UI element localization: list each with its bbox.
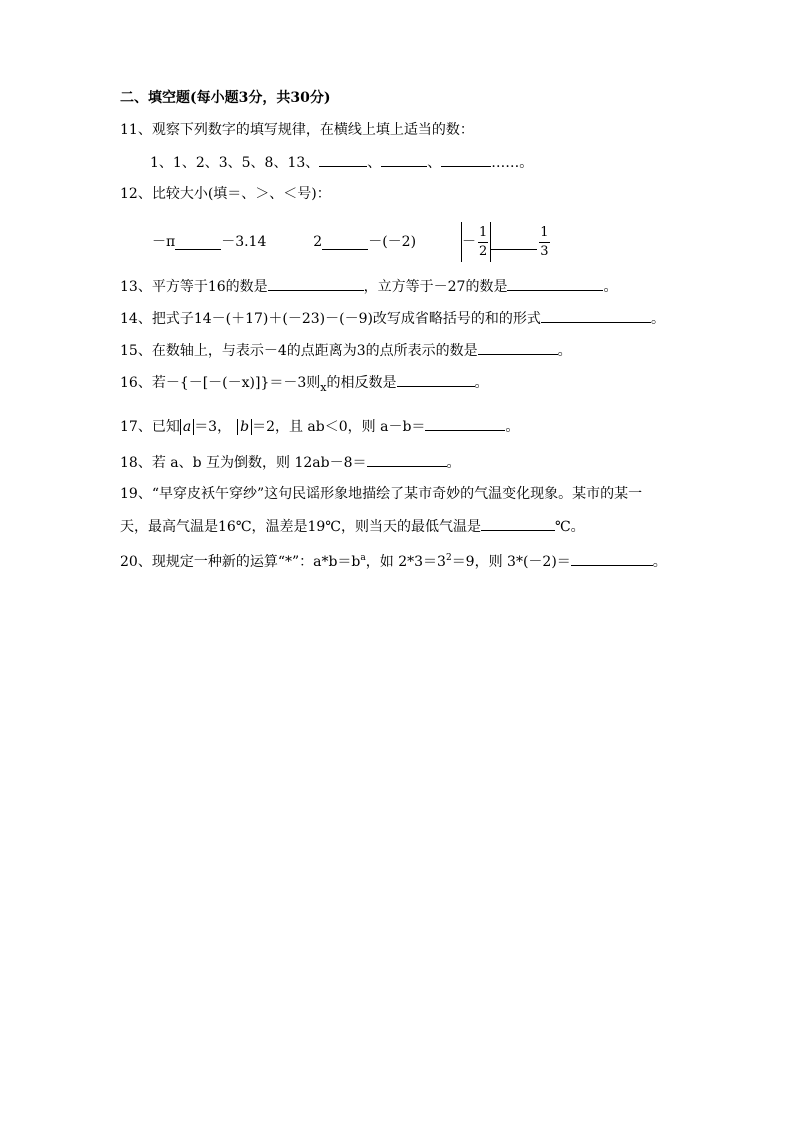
answer-blank[interactable] [268, 276, 364, 291]
answer-blank[interactable] [507, 276, 603, 291]
question-14: 14、把式子14－(＋17)＋(－23)－(－9)改写成省略括号的和的形式 。 [120, 308, 665, 329]
question-11-prompt: 11、观察下列数字的填写规律，在横线上填上适当的数： [120, 122, 474, 138]
fraction-half: $\frac{1}{2}$ [478, 224, 488, 259]
answer-blank[interactable] [397, 372, 475, 387]
question-12-comparisons: －π －3.14 2 －(－2) － $\frac{1}{2}$ $\frac{1}{3}$ [152, 220, 552, 264]
question-17: 17、已知 a ＝3， b ＝2，且 ab＜0，则 a－b＝ 。 [120, 416, 519, 437]
answer-blank[interactable] [571, 551, 653, 566]
question-12-prompt: 12、比较大小(填＝、＞、＜号)： [120, 186, 331, 202]
abs-b: b [237, 419, 252, 435]
answer-blank[interactable] [175, 235, 221, 250]
answer-blank[interactable] [478, 340, 558, 355]
abs-a: a [180, 419, 194, 435]
question-19-line2: 天，最高气温是16℃，温差是19℃，则当天的最低气温是 ℃。 [120, 516, 585, 537]
question-18: 18、若 a、b 互为倒数，则 12ab－8＝ 。 [120, 452, 461, 473]
fraction-third: $\frac{1}{3}$ [540, 224, 549, 259]
answer-blank[interactable] [367, 452, 447, 467]
answer-blank[interactable] [381, 152, 427, 167]
question-15: 15、在数轴上，与表示－4的点距离为3的点所表示的数是 。 [120, 340, 572, 361]
section-title: 二、填空题(每小题3分，共30分) [120, 90, 331, 106]
question-13: 13、平方等于16的数是 ，立方等于－27的数是 。 [120, 276, 617, 297]
question-19-line1: 19、“早穿皮袄午穿纱”这句民谣形象地描绘了某市奇妙的气温变化现象。某市的某一 [120, 486, 643, 502]
answer-blank[interactable] [425, 416, 505, 431]
answer-blank[interactable] [319, 152, 367, 167]
answer-blank[interactable] [541, 308, 651, 323]
answer-blank[interactable] [491, 235, 537, 250]
answer-blank[interactable] [481, 516, 555, 531]
answer-blank[interactable] [441, 152, 491, 167]
question-11-sequence: 1、1、2、3、5、8、13、 、 、 ……。 [150, 152, 533, 173]
question-20: 20、现规定一种新的运算“*”：$a*b=b^a$，如 $2*3=3^2=9$，则 3*(－2)＝ 。 [120, 553, 667, 570]
question-16: 16、若－{－[－(－x)]}＝－3则$_x$的相反数是 。 [120, 372, 489, 398]
answer-blank[interactable] [322, 235, 368, 250]
